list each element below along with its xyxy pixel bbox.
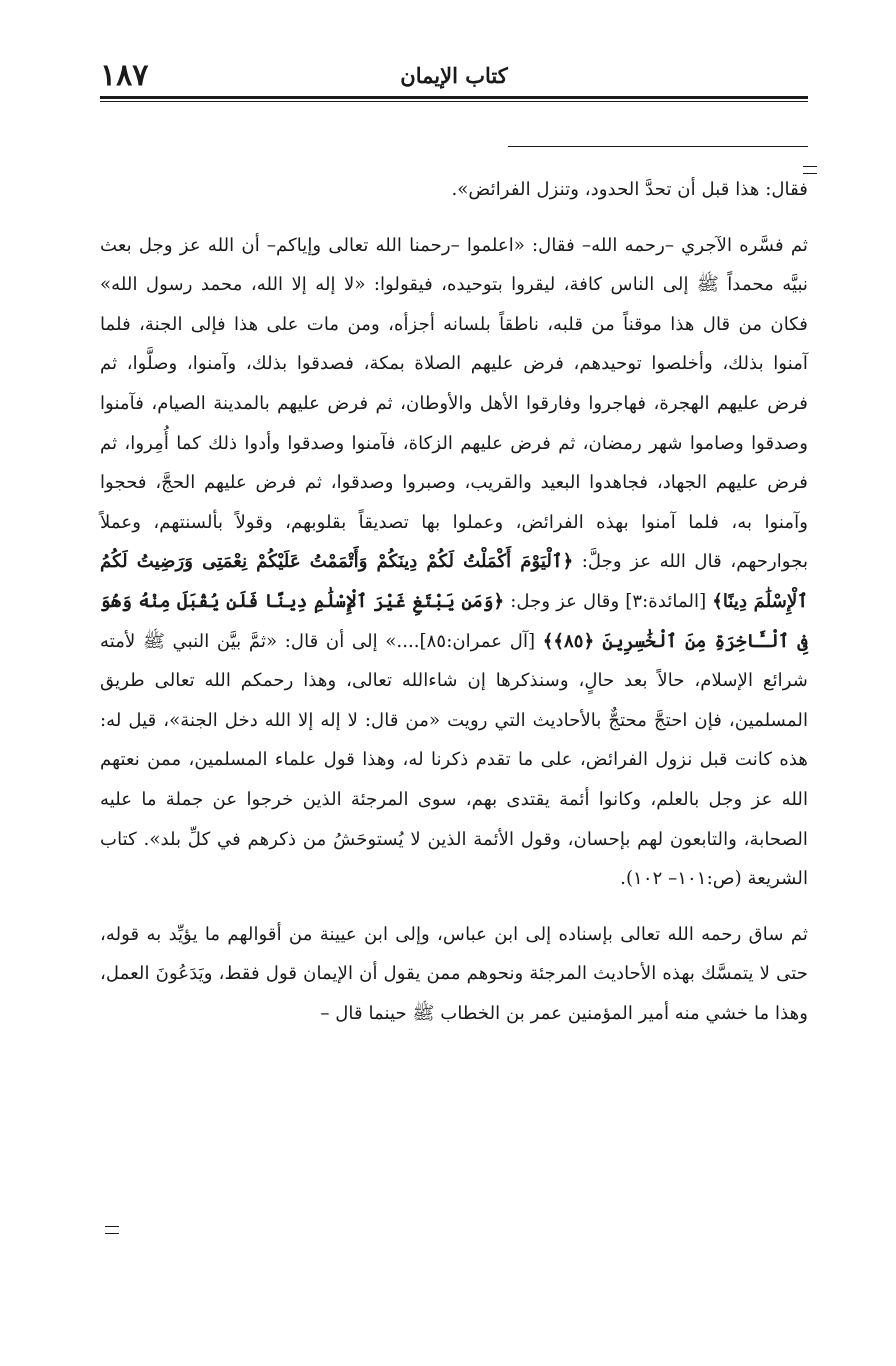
paragraph-2 — [100, 226, 808, 899]
header-rule — [100, 96, 808, 99]
paragraph-2-text-b: [آل عمران:٨٥]....» إلى أن قال: «ثمَّ بيَّن النبي ﷺ لأمته شرائع الإسلام، حالاً بعد حالٍ، وسنذكرها إن شاءالله تعالى، وهذا رحمكم الله تعالى طريق المسلمين، فإن احتجَّ محتجٌّ بالأحاديث التي رويت «من قال: لا إله إلا الله دخل الجنة»، قيل له: هذه كانت قبل نزول الفرائض، على ما تقدم ذكرنا له، وهذا قول علماء المسلمين، ممن نعتهم الله عز وجل بالعلم، وكانوا أئمة يقتدى بهم، سوى المرجئة الذين خرجوا عن جملة ما عليه الصحابة، والتابعون لهم بإحسان، وقول الأئمة الذين لا يُستوحَشُ من ذكرهم في كلِّ بلد». كتاب الشريعة (ص:١٠١– ١٠٢). — [100, 630, 808, 890]
verse-reference-1: [المائدة:٣] وقال عز وجل: — [504, 590, 713, 612]
quran-verse-2: ﴿وَمَن يَبْتَغِ غَيْرَ ٱلْإِسْلَٰمِ دِينًا فَلَن يُقْبَلَ مِنْهُ وَهُوَ فِى ٱلْـَٔاخِرَةِ مِنَ ٱلْخَٰسِرِينَ ﴿٨٥﴾﴾ — [100, 590, 808, 652]
quran-verse-1: ﴿ٱلْيَوْمَ أَكْمَلْتُ لَكُمْ دِينَكُمْ وَأَتْمَمْتُ عَلَيْكُمْ نِعْمَتِى وَرَضِيتُ لَكُمُ ٱلْإِسْلَٰمَ دِينًا﴾ — [100, 551, 809, 612]
paragraph-1: فقال: هذا قبل أن تحدَّ الحدود، وتنزل الفرائض». — [451, 179, 808, 200]
continuation-mark-bottom — [105, 1226, 119, 1234]
page-header — [100, 58, 808, 94]
running-title: كتاب الإيمان — [400, 63, 508, 88]
footnote-separator-rule — [508, 146, 808, 147]
page-number: ١٨٧ — [100, 58, 149, 93]
paragraph-2-text-a: ثم فسَّره الآجري –رحمه الله– فقال: «اعلموا –رحمنا الله تعالى وإياكم– أن الله عز وجل بعث نبيَّه محمداً ﷺ إلى الناس كافة، ليقروا بتوحيده، فيقولوا: «لا إله إلا الله، محمد رسول الله» فكان من قال هذا موقناً من قلبه، ناطقاً بلسانه أجزأه، ومن مات على هذا فإلى الجنة، فلما آمنوا بذلك، وأخلصوا توحيدهم، فرض عليهم الصلاة بمكة، فصدقوا بذلك، وآمنوا، وصلَّوا، ثم فرض عليهم الهجرة، فهاجروا وفارقوا الأهل والأوطان، ثم فرض عليهم بالمدينة الصيام، فآمنوا وصدقوا وصاموا شهر رمضان، ثم فرض عليهم الزكاة، فآمنوا وصدقوا وأدوا ذلك كما أُمِروا، ثم فرض عليهم الجهاد، فجاهدوا البعيد والقريب، وصبروا وصدقوا، ثم فرض عليهم الحجَّ، فحجوا وآمنوا به، فلما آمنوا بهذه الفرائض، وعملوا بها تصديقاً بقلوبهم، وقولاً بألسنتهم، وعملاً بجوارحهم، قال الله عز وجلَّ: — [100, 234, 809, 573]
paragraph-3: ثم ساق رحمه الله تعالى بإسناده إلى ابن عباس، وإلى ابن عيينة من أقوالهم ما يؤيِّد به قوله، حتى لا يتمسَّك بهذه الأحاديث المرجئة ونحوهم ممن يقول أن الإيمان قول فقط، ويَدَعُونَ العمل، وهذا ما خشي منه أمير المؤمنين عمر بن الخطاب ﷺ حينما قال – — [100, 923, 808, 1024]
body-text — [100, 170, 808, 1049]
